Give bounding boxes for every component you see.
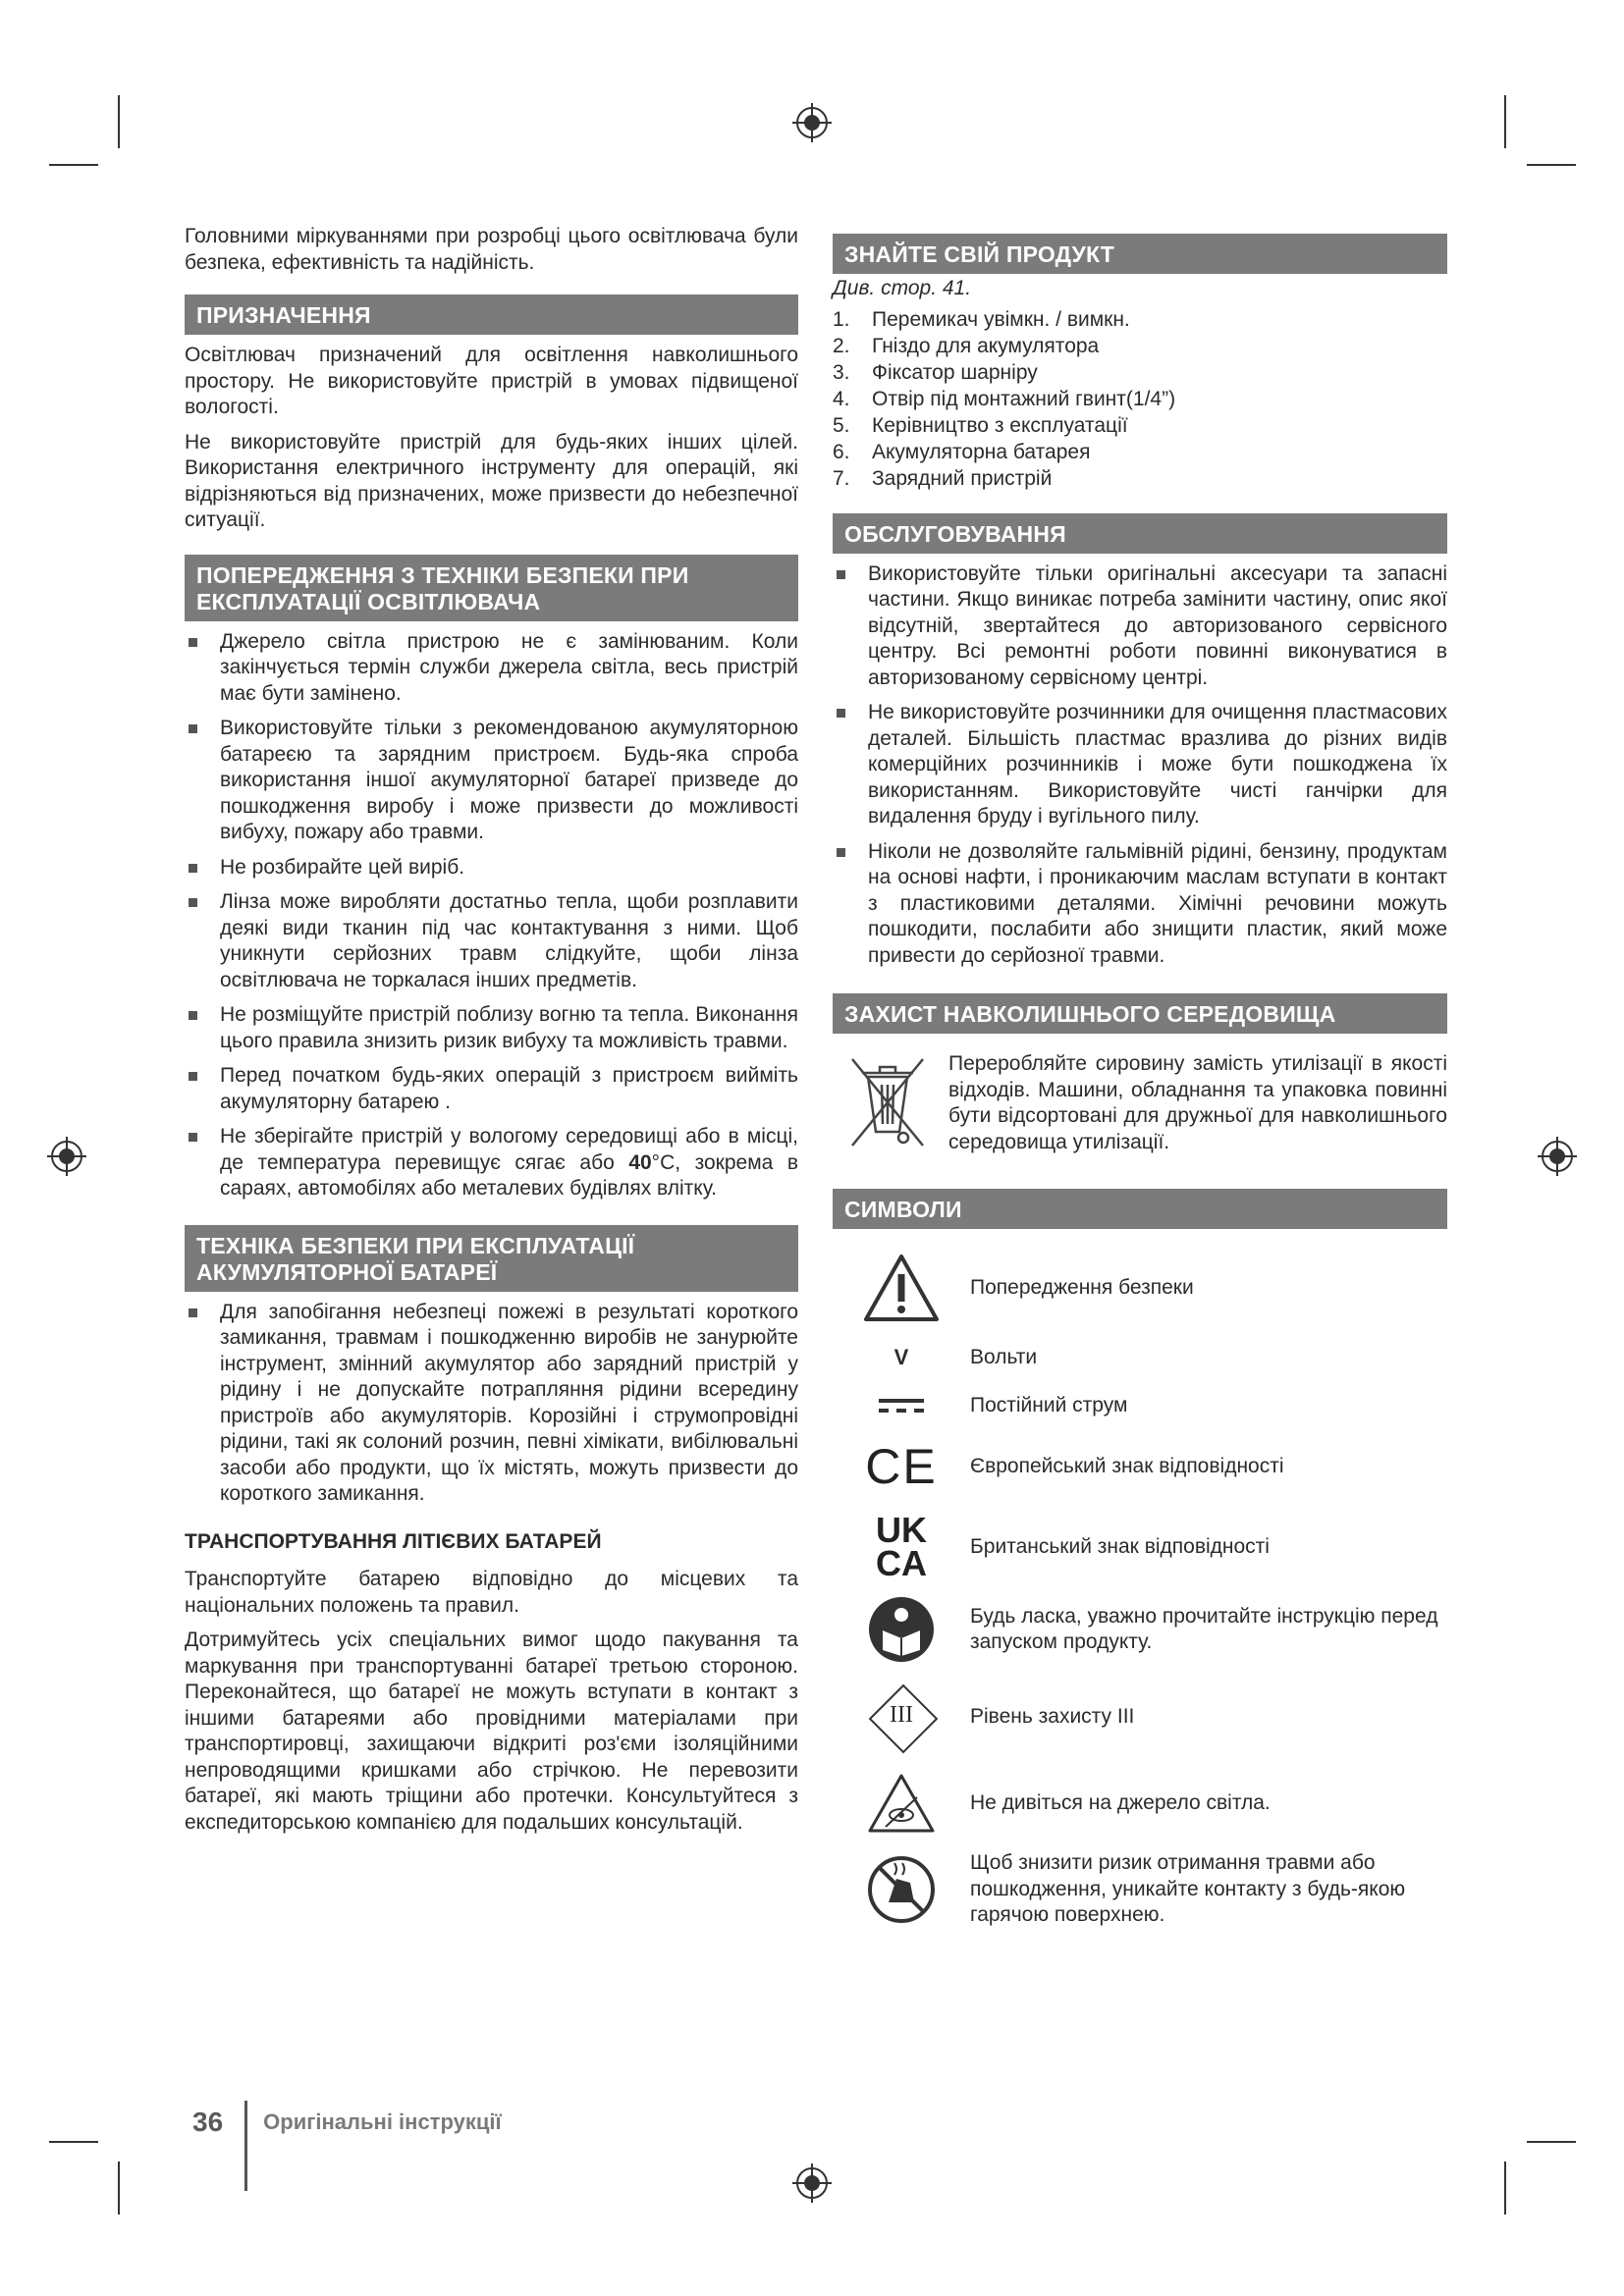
list-item: [833, 1673, 1447, 1761]
protection-class-iii-icon: III: [867, 1682, 936, 1751]
footer-text: Оригінальні інструкції: [263, 2109, 502, 2134]
symbol-description: Британський знак відповідності: [970, 1534, 1270, 1558]
symbol-description: Рівень захисту III: [970, 1704, 1135, 1728]
battery-safety-heading: ТЕХНІКА БЕЗПЕКИ ПРИ ЕКСПЛУАТАЦІЇ АКУМУЛЯТОРНОЇ БАТАРЕЇ: [185, 1225, 798, 1292]
list-item-text: Не зберігайте пристрій у вологому середовищі або в місці, де температура перевищує сягає або: [220, 1125, 798, 1174]
item-text: Керівництво з експлуатації: [872, 413, 1128, 437]
intro-paragraph: Головними міркуваннями при розробці цього освітлювача були безпека, ефективність та надійність.: [185, 225, 798, 274]
crossed-bin-icon: [842, 1051, 931, 1149]
list-item: Не розбирайте цей виріб.: [185, 855, 798, 881]
item-text: Зарядний пристрій: [872, 466, 1053, 490]
read-manual-icon: [867, 1595, 936, 1664]
registration-mark-left-icon: [46, 1136, 87, 1177]
item-number: 3.: [833, 360, 850, 384]
environment-heading: ЗАХИСТ НАВКОЛИШНЬОГО СЕРЕДОВИЩА: [833, 993, 1447, 1034]
product-parts-list: [833, 306, 1447, 492]
item-text: Фіксатор шарніру: [872, 360, 1038, 384]
item-text: Гніздо для акумулятора: [872, 334, 1100, 357]
list-item: [833, 412, 1447, 439]
left-column: [185, 224, 798, 1844]
list-item: [833, 465, 1447, 492]
list-item: [833, 1329, 1447, 1386]
list-item: [833, 1386, 1447, 1425]
purpose-paragraph-1: Освітлювач призначений для освітлення навколишнього простору. Не використовуйте пристрій в умовах підвищеної вологості.: [185, 344, 798, 418]
symbol-description: Європейський знак відповідності: [970, 1454, 1284, 1477]
list-item-text: °C, зокрема в сараях, автомобілях або металевих будівлях влітку.: [220, 1150, 798, 1200]
list-item: [833, 1247, 1447, 1329]
list-item: [833, 1508, 1447, 1586]
list-item: Джерело світла пристрою не є замінюваним. Коли закінчується термін служби джерела світла, весь пристрій має бути замінено.: [185, 629, 798, 708]
item-text: Отвір під монтажний гвинт(1/4”): [872, 387, 1176, 410]
item-number: 5.: [833, 413, 850, 437]
list-item: Використовуйте тільки оригінальні аксесуари та запасні частини. Якщо виникає потреба замінити частину, опис якої відсутній, звертайтеся до авторизованого сервісного центру. Всі ремонтні роботи повинні виконуватися в авторизованому сервісному центрі.: [833, 561, 1447, 692]
symbol-description: Щоб знизити ризик отримання травми або пошкодження, уникайте контакту з будь-якою гарячою поверхнею.: [970, 1851, 1406, 1927]
volt-icon: V: [893, 1344, 909, 1369]
item-number: 1.: [833, 307, 850, 331]
item-number: 2.: [833, 334, 850, 357]
list-item: [833, 359, 1447, 386]
list-item: Не розміщуйте пристрій поблизу вогню та тепла. Виконання цього правила знизить ризик вибуху та можливість травми.: [185, 1002, 798, 1054]
list-item: [833, 1586, 1447, 1673]
symbol-description: Не дивіться на джерело світла.: [970, 1790, 1271, 1814]
symbols-list: [833, 1247, 1447, 1934]
registration-mark-bottom-icon: [791, 2163, 833, 2204]
service-list: [833, 561, 1447, 970]
symbol-description: Попередження безпеки: [970, 1275, 1194, 1299]
do-not-stare-icon: [866, 1772, 937, 1835]
hot-surface-icon: [867, 1855, 936, 1924]
list-item: Для запобігання небезпеці пожежі в результаті короткого замикання, травмам і пошкодженню виробів не занурюйте інструмент, змінний акумулятор або зарядний пристрій у рідину і не допускайте потрапляння рідини всередину пристроїв або акумуляторів. Корозійні і струмопровідні рідини, такі як солоний розчин, певні хімікати, вибілювальні засоби або продукти, що їх містять, можуть призвести до короткого замикання.: [185, 1300, 798, 1508]
battery-safety-list: [185, 1300, 798, 1508]
list-item: [833, 1425, 1447, 1508]
temperature-value: 40: [628, 1150, 652, 1174]
ce-mark-icon: CE: [865, 1438, 938, 1494]
symbol-description: Постійний струм: [970, 1393, 1128, 1416]
transport-paragraph-2: Дотримуйтесь усіх спеціальних вимог щодо пакування та маркування при транспортуванні батареї третьою стороною. Переконайтеся, що батареї не можуть вступати в контакт з іншими батареями або провідними матеріалами при транспортировці, захищаючи відкриті роз'єми ізоляційними непроводящими кришками або стрічкою. Не перевозити батареї, які мають тріщини або протечки. Консультуйтеся з експедиторською компанією для подальших консультацій.: [185, 1629, 798, 1834]
direct-current-icon: [879, 1397, 924, 1415]
environment-text: Переробляйте сировину замість утилізації в якості відходів. Машини, обладнання та упаковка повинні бути відсортовані для дружньої для навколишнього середовища утилізації.: [948, 1052, 1447, 1153]
list-item: [833, 439, 1447, 465]
environment-block: [833, 1051, 1447, 1155]
item-text: Акумуляторна батарея: [872, 440, 1091, 463]
item-number: 4.: [833, 387, 850, 410]
see-page-note: Див. стор. 41.: [833, 277, 972, 299]
page-footer: [192, 2077, 502, 2167]
purpose-paragraph-2: Не використовуйте пристрій для будь-яких інших цілей. Використання електричного інструменту для операцій, які відрізняються від призначених, може призвести до небезпечної ситуації.: [185, 430, 798, 531]
item-number: 7.: [833, 466, 850, 490]
registration-mark-right-icon: [1537, 1136, 1578, 1177]
service-heading: ОБСЛУГОВУВАННЯ: [833, 513, 1447, 554]
list-item: [833, 1845, 1447, 1934]
transport-heading: ТРАНСПОРТУВАННЯ ЛІТІЄВИХ БАТАРЕЙ: [185, 1529, 602, 1553]
list-item: Ніколи не дозволяйте гальмівній рідині, бензину, продуктам на основі нафти, і проникаючим маслам вступати в контакт з пластиковими деталями. Хімічні речовини можуть пошкодити, послабити або знищити пластик, який може привести до серйозної травми.: [833, 839, 1447, 970]
list-item: [833, 1761, 1447, 1845]
purpose-heading: ПРИЗНАЧЕННЯ: [185, 294, 798, 335]
list-item: Лінза може виробляти достатньо тепла, щоби розплавити деякі види тканин під час контактування з ними. Щоб уникнути серйозних травм слідкуйте, щоби лінза освітлювача не торкалася інших предметів.: [185, 889, 798, 993]
ukca-mark-icon: UK CA: [876, 1510, 927, 1583]
list-item: [833, 306, 1447, 333]
footer-divider: [244, 2101, 247, 2191]
list-item: Використовуйте тільки з рекомендованою акумуляторною батареєю та зарядним пристроєм. Будь-яка спроба використання іншої акумуляторної батареї призведе до пошкодження виробу і може призвести до можливості вибуху, пожару або травми.: [185, 716, 798, 846]
item-text: Перемикач увімкн. / вимкн.: [872, 307, 1130, 331]
safety-heading: ПОПЕРЕДЖЕННЯ З ТЕХНІКИ БЕЗПЕКИ ПРИ ЕКСПЛУАТАЦІЇ ОСВІТЛЮВАЧА: [185, 555, 798, 621]
list-item: [185, 1124, 798, 1202]
list-item: Не використовуйте розчинники для очищення пластмасових деталей. Більшість пластмас вразлива до різних видів комерційних розчинників і може бути пошкоджена їх використанням. Використовуйте чисті ганчірки для видалення бруду і вугільного пилу.: [833, 700, 1447, 830]
registration-mark-top-icon: [791, 102, 833, 143]
symbol-description: Будь ласка, уважно прочитайте інструкцію перед запуском продукту.: [970, 1604, 1438, 1653]
transport-paragraph-1: Транспортуйте батарею відповідно до місцевих та національних положень та правил.: [185, 1568, 798, 1617]
warning-triangle-icon: [862, 1253, 941, 1323]
product-heading: ЗНАЙТЕ СВІЙ ПРОДУКТ: [833, 234, 1447, 274]
page-number: 36: [192, 2107, 224, 2137]
list-item: [833, 333, 1447, 359]
right-column: [833, 234, 1447, 1934]
symbols-heading: СИМВОЛИ: [833, 1189, 1447, 1229]
list-item: Перед початком будь-яких операцій з пристроєм вийміть акумуляторну батарею .: [185, 1063, 798, 1115]
symbol-description: Вольти: [970, 1345, 1038, 1368]
list-item: [833, 386, 1447, 412]
safety-list: [185, 629, 798, 1202]
item-number: 6.: [833, 440, 850, 463]
